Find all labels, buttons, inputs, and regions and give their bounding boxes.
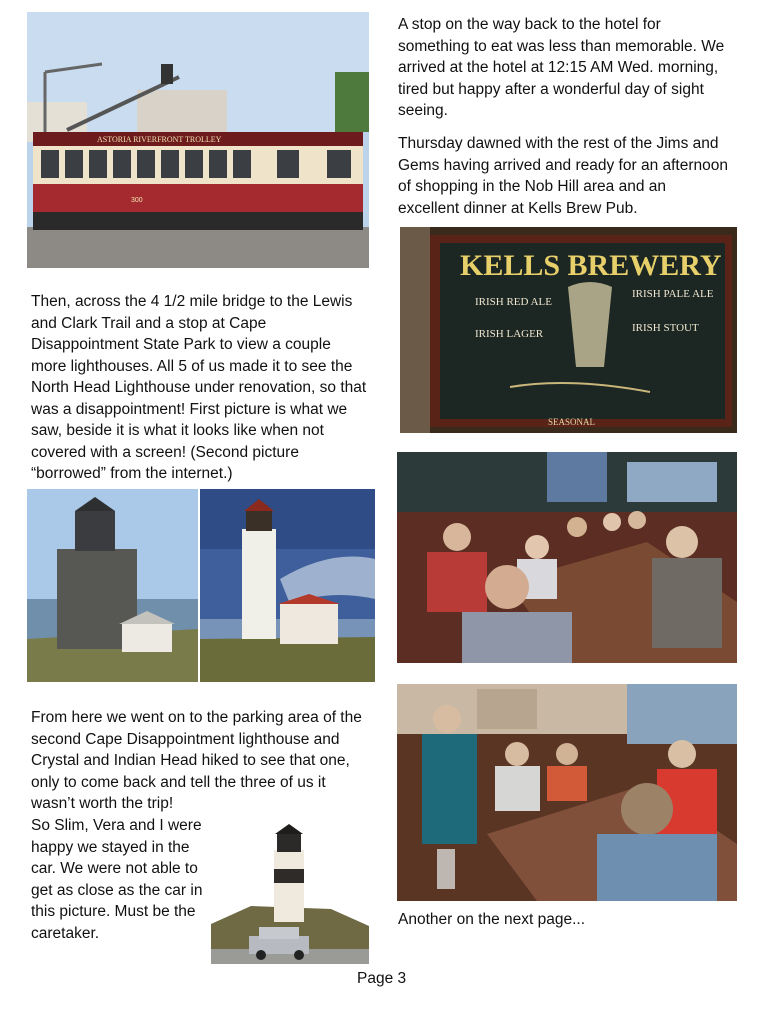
next-page-caption: Another on the next page... [398,911,585,928]
brewery-seasonal: SEASONAL [548,417,596,427]
restaurant-photo-2 [397,684,737,901]
lighthouse-renovation-photo [27,489,198,682]
restaurant-photo-1 [397,452,737,663]
page-number: Page 3 [357,970,407,987]
paragraph-thursday: Thursday dawned with the rest of the Jims and Gems having arrived and ready for an afternoon of shopping in the Nob Hill area and an excellent dinner at Kells Brew Pub. [398,135,728,217]
cape-lighthouse-car-photo [211,814,369,964]
paragraph-hotel: A stop on the way back to the hotel for something to eat was less than memorable. We arrived at the hotel at 12:15 AM Wed. morning, tired but happy after a wonderful day of sight seeing. [398,16,725,119]
lighthouse-internet-photo [200,489,375,682]
brewery-title: KELLS BREWERY [460,249,722,282]
trolley-photo [27,12,369,268]
paragraph-bridge: Then, across the 4 1/2 mile bridge to the Lewis and Clark Trail and a stop at Cape Disappointment State Park to view a couple more lighthouses. All 5 of us made it to see the North Head Lighthouse under renovation, so that was a disappointment! First picture is what we saw, beside it is what it looks like when not covered with a screen! (Second picture “borrowed” from the internet.) [31,293,367,482]
trolley-sign: ASTORIA RIVERFRONT TROLLEY [97,135,222,144]
brewery-item-2: IRISH PALE ALE [632,288,714,300]
paragraph-stayed: So Slim, Vera and I were happy we stayed in the car. We were not able to get as close as the car in this picture. Must be the caretaker. [31,817,203,942]
brewery-item-4: IRISH STOUT [632,322,699,334]
kells-brewery-sign-photo [400,227,737,433]
brewery-item-1: IRISH RED ALE [475,296,552,308]
brewery-item-3: IRISH LAGER [475,328,544,340]
paragraph-parking: From here we went on to the parking area of the second Cape Disappointment lighthouse and Crystal and Indian Head hiked to see that one, only to come back and tell the three of us it wasn’t worth the trip! [31,709,362,812]
trolley-number: 300 [131,197,143,204]
